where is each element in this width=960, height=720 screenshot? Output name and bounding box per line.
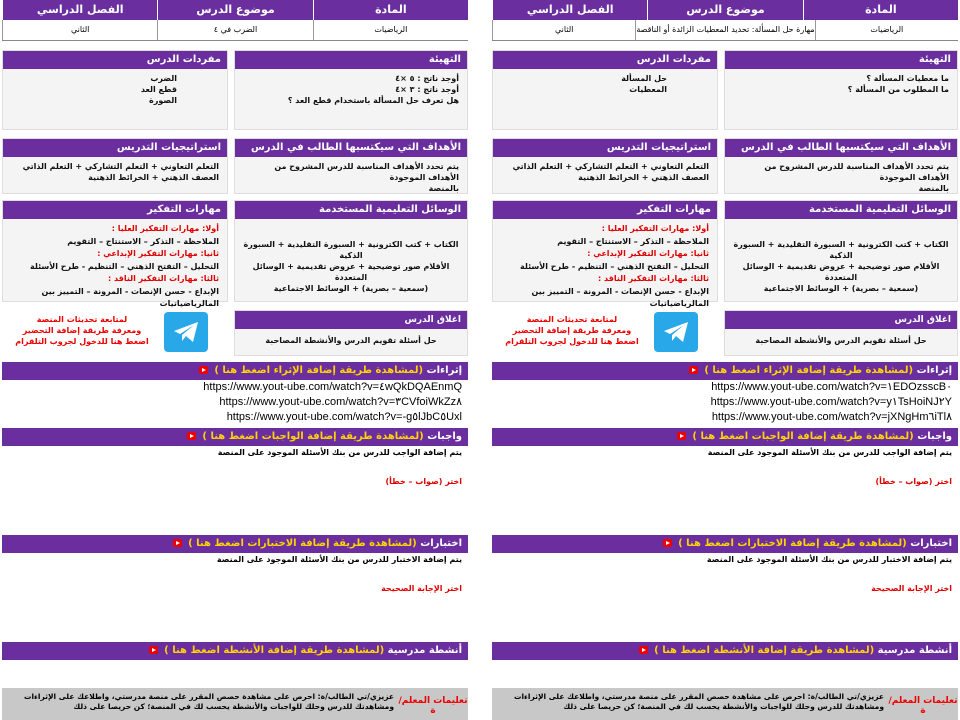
- thinking-box: [2, 200, 228, 308]
- enrich-link[interactable]: https://www.yout-ube.com/watch?v=-g٥lJbC٥Uxl: [226, 411, 462, 423]
- activities-hint-link[interactable]: (لمشاهدة طريقة إضافة الأنشطة اضغط هنا ): [654, 645, 875, 656]
- homework-bar: [492, 428, 958, 446]
- header-row: [492, 0, 958, 20]
- thinking-body: [3, 219, 227, 315]
- vocab-box: [492, 50, 718, 130]
- thinking-heading: ثانيا: مهارات التفكير الإبداعي :: [97, 249, 219, 258]
- youtube-icon[interactable]: [199, 366, 208, 374]
- enrich-link[interactable]: https://www.yout-ube.com/watch?v=٤wQkDQAEnmQ: [203, 381, 462, 393]
- activities-bar: [2, 642, 468, 660]
- youtube-icon[interactable]: [149, 646, 158, 654]
- enrich-title: إثراءات: [426, 365, 462, 376]
- topic-header: موضوع الدرس: [647, 0, 802, 20]
- closing-box: [234, 310, 468, 356]
- homework-hint-link[interactable]: (لمشاهدة طريقة إضافة الواجبات اضغط هنا ): [692, 431, 914, 442]
- goals-line: يتم تحدد الأهداف المناسبة للدرس المشروح من الأهداف الموجودة: [274, 162, 459, 182]
- telegram-text[interactable]: [12, 314, 152, 347]
- goals-box: [234, 138, 468, 194]
- teacher-instructions: [492, 688, 958, 720]
- thinking-title: مهارات التفكير: [3, 201, 227, 219]
- thinking-line: التحليل – التفتح الذهني – التنظيم - طرح الأسئلة: [30, 261, 219, 271]
- vocab-line: الصورة: [149, 96, 177, 105]
- subject-value: الرياضيات: [313, 20, 468, 40]
- telegram-button[interactable]: [654, 312, 698, 352]
- media-line: (سمعية – بصرية) + الوسائط الاجتماعية: [273, 284, 429, 293]
- media-title: الوسائل التعليمية المستخدمة: [725, 201, 957, 219]
- activities-section: [492, 642, 958, 686]
- enrich-section: [492, 362, 958, 424]
- enrich-hint-link[interactable]: (لمشاهدة طريقة إضافة الإثراء اضغط هنا ): [214, 365, 424, 376]
- vocab-title: مفردات الدرس: [493, 51, 717, 69]
- goals-title: الأهداف التي سيكتسبها الطالب في الدرس: [725, 139, 957, 157]
- thinking-heading: أولا: مهارات التفكير العليا :: [601, 224, 709, 233]
- activities-title: أنشطة مدرسية: [877, 645, 952, 656]
- activities-bar: [492, 642, 958, 660]
- header-values: [2, 20, 468, 41]
- goals-body: [235, 157, 467, 198]
- telegram-icon: [662, 320, 690, 344]
- warmup-body: [235, 69, 467, 110]
- homework-title: واجبات: [427, 431, 462, 442]
- closing-title: اغلاق الدرس: [725, 311, 957, 329]
- instructions-label: تعليمات المعلم/ة: [888, 696, 958, 716]
- closing-text: حل أسئلة تقويم الدرس والأنشطة المصاحبة: [755, 336, 927, 345]
- goals-line: يتم تحدد الأهداف المناسبة للدرس المشروح من الأهداف الموجودة: [764, 162, 949, 182]
- telegram-line: لمتابعة تحديثات المنصة: [36, 315, 128, 324]
- homework-text: يتم إضافة الواجب للدرس من بنك الأسئلة الموجود على المنصة: [217, 448, 462, 457]
- warmup-box: [234, 50, 468, 130]
- term-header: الفصل الدراسي: [492, 0, 647, 20]
- youtube-icon[interactable]: [187, 432, 196, 440]
- media-body: [725, 219, 957, 298]
- tests-choice: اختر الإجابة الصحيحة: [381, 584, 462, 593]
- media-box: [724, 200, 958, 302]
- strategies-body: [3, 157, 227, 187]
- youtube-icon[interactable]: [639, 646, 648, 654]
- subject-header: المادة: [313, 0, 468, 20]
- thinking-box: [492, 200, 718, 308]
- warmup-line: أوجد ناتج : ٣ ×٤: [395, 85, 459, 94]
- thinking-heading: ثالثا: مهارات التفكير الناقد :: [598, 274, 709, 283]
- thinking-line: الإبداع - حسن الإنصات - المرونة – التمييز بين المالرياضياتيات: [531, 286, 709, 308]
- strategies-box: [2, 138, 228, 194]
- term-header: الفصل الدراسي: [2, 0, 157, 20]
- lesson-plan-page-right: [492, 0, 958, 720]
- warmup-line: ما المطلوب من المسألة ؟: [847, 85, 949, 94]
- tests-section: [2, 535, 468, 635]
- thinking-heading: ثالثا: مهارات التفكير الناقد :: [108, 274, 219, 283]
- homework-choice: اختر (صواب – خطأ): [875, 477, 952, 486]
- topic-value: مهارة حل المسألة: تحديد المعطيات الزائدة أو الناقصة: [635, 20, 814, 40]
- vocab-line: قطع العد: [140, 85, 177, 94]
- tests-section: [492, 535, 958, 635]
- enrich-link[interactable]: https://www.yout-ube.com/watch?v=١EDOzsscB٠: [711, 381, 952, 393]
- topic-header: موضوع الدرس: [157, 0, 312, 20]
- thinking-line: الإبداع - حسن الإنصات - المرونة – التمييز بين المالرياضياتيات: [41, 286, 219, 308]
- vocab-line: الضرب: [150, 74, 177, 83]
- media-line: الأقلام صور توضيحية + عروض تقديمية + الوسائل المتعددة: [742, 262, 940, 282]
- telegram-line: اضغط هنا للدخول لجروب التلقرام: [15, 337, 149, 346]
- closing-text: حل أسئلة تقويم الدرس والأنشطة المصاحبة: [265, 336, 437, 345]
- warmup-title: التهيئة: [235, 51, 467, 69]
- media-body: [235, 219, 467, 298]
- vocab-line: حل المسألة: [621, 74, 667, 83]
- enrich-link[interactable]: https://www.yout-ube.com/watch?v=٣CVfoiWkZz٨: [219, 396, 462, 408]
- vocab-body: [493, 69, 717, 99]
- closing-title: اغلاق الدرس: [235, 311, 467, 329]
- strategies-title: استراتيجيات التدريس: [493, 139, 717, 157]
- strategies-box: [492, 138, 718, 194]
- goals-line: بالمنصة: [428, 184, 459, 193]
- thinking-line: الملاحظة – التذكر – الاستنتاج – التقويم: [67, 236, 219, 246]
- telegram-icon: [172, 320, 200, 344]
- homework-title: واجبات: [917, 431, 952, 442]
- vocab-title: مفردات الدرس: [3, 51, 227, 69]
- youtube-icon[interactable]: [677, 432, 686, 440]
- strategies-line: العصف الذهني + الخرائط الذهنية: [88, 173, 219, 182]
- thinking-heading: ثانيا: مهارات التفكير الإبداعي :: [587, 249, 709, 258]
- vocab-body: [3, 69, 227, 110]
- homework-bar: [2, 428, 468, 446]
- media-line: الأقلام صور توضيحية + عروض تقديمية + الوسائل المتعددة: [252, 262, 450, 282]
- telegram-line: لمتابعة تحديثات المنصة: [526, 315, 618, 324]
- tests-text: يتم إضافة الاختبار للدرس من بنك الأسئلة الموجود على المنصة: [216, 555, 462, 564]
- strategies-line: العصف الذهني + الخرائط الذهنية: [578, 173, 709, 182]
- homework-section: [2, 428, 468, 528]
- tests-hint-link[interactable]: (لمشاهدة طريقة إضافة الاختبارات اضغط هنا ): [678, 538, 907, 549]
- instructions-text: عزيزي/تي الطالب/ة: احرص على مشاهدة حصص المقرر على منصة مدرستي، واطلاعك على الإثراءات ومشاهدتك للدرس وحلك للواجبات والأنشطة يحسب لك في المنصة؛ كن حريصا على ذلك: [23, 692, 394, 711]
- tests-text: يتم إضافة الاختبار للدرس من بنك الأسئلة الموجود على المنصة: [706, 555, 952, 564]
- telegram-line: اضغط هنا للدخول لجروب التلقرام: [505, 337, 639, 346]
- strategies-body: [493, 157, 717, 187]
- media-line: الكتاب + كتب الكترونية + السبورة التقليدية + السبورة الذكية: [243, 240, 459, 260]
- header-row: [2, 0, 468, 20]
- header-values: [492, 20, 958, 41]
- tests-title: اختبارات: [910, 538, 952, 549]
- enrich-hint-link[interactable]: (لمشاهدة طريقة إضافة الإثراء اضغط هنا ): [704, 365, 914, 376]
- thinking-heading: أولا: مهارات التفكير العليا :: [111, 224, 219, 233]
- telegram-text[interactable]: [502, 314, 642, 347]
- closing-box: [724, 310, 958, 356]
- tests-choice: اختر الإجابة الصحيحة: [871, 584, 952, 593]
- media-title: الوسائل التعليمية المستخدمة: [235, 201, 467, 219]
- warmup-line: ما معطيات المسألة ؟: [866, 74, 949, 83]
- youtube-icon[interactable]: [689, 366, 698, 374]
- homework-section: [492, 428, 958, 528]
- warmup-box: [724, 50, 958, 130]
- media-line: الكتاب + كتب الكترونية + السبورة التقليدية + السبورة الذكية: [733, 240, 949, 260]
- warmup-title: التهيئة: [725, 51, 957, 69]
- warmup-line: أوجد ناتج : ٥ ×٤: [395, 74, 459, 83]
- homework-text: يتم إضافة الواجب للدرس من بنك الأسئلة الموجود على المنصة: [707, 448, 952, 457]
- subject-header: المادة: [803, 0, 958, 20]
- thinking-body: [493, 219, 717, 315]
- term-value: الثاني: [492, 20, 635, 40]
- instructions-label: تعليمات المعلم/ة: [398, 696, 468, 716]
- telegram-button[interactable]: [164, 312, 208, 352]
- strategies-line: التعلم التعاوني + التعلم التشاركي + التعلم الذاتي: [22, 162, 219, 171]
- warmup-body: [725, 69, 957, 99]
- enrich-link[interactable]: https://www.yout-ube.com/watch?v=y١TsHoiNJ٢Y: [710, 396, 952, 408]
- enrich-title: إثراءات: [916, 365, 952, 376]
- tests-hint-link[interactable]: (لمشاهدة طريقة إضافة الاختبارات اضغط هنا ): [188, 538, 417, 549]
- goals-box: [724, 138, 958, 194]
- vocab-box: [2, 50, 228, 130]
- goals-line: بالمنصة: [918, 184, 949, 193]
- activities-hint-link[interactable]: (لمشاهدة طريقة إضافة الأنشطة اضغط هنا ): [164, 645, 385, 656]
- goals-body: [725, 157, 957, 198]
- strategies-line: التعلم التعاوني + التعلم التشاركي + التعلم الذاتي: [512, 162, 709, 171]
- enrich-section: [2, 362, 468, 424]
- thinking-title: مهارات التفكير: [493, 201, 717, 219]
- tests-title: اختبارات: [420, 538, 462, 549]
- enrich-bar: [2, 362, 468, 380]
- telegram-line: ومعرفة طريقة إضافة التحضير: [22, 326, 142, 335]
- homework-hint-link[interactable]: (لمشاهدة طريقة إضافة الواجبات اضغط هنا ): [202, 431, 424, 442]
- youtube-icon[interactable]: [173, 539, 182, 547]
- warmup-line: هل تعرف حل المسألة باستخدام قطع العد ؟: [287, 96, 459, 105]
- telegram-line: ومعرفة طريقة إضافة التحضير: [512, 326, 632, 335]
- strategies-title: استراتيجيات التدريس: [3, 139, 227, 157]
- enrich-link[interactable]: https://www.yout-ube.com/watch?v=jXNgHm٦iTl٨: [711, 411, 952, 423]
- media-line: (سمعية – بصرية) + الوسائط الاجتماعية: [763, 284, 919, 293]
- homework-choice: اختر (صواب – خطأ): [385, 477, 462, 486]
- tests-bar: [2, 535, 468, 553]
- enrich-bar: [492, 362, 958, 380]
- teacher-instructions: [2, 688, 468, 720]
- lesson-plan-page-left: [2, 0, 468, 720]
- vocab-line: المعطيات: [629, 85, 667, 94]
- activities-title: أنشطة مدرسية: [387, 645, 462, 656]
- thinking-line: التحليل – التفتح الذهني – التنظيم - طرح الأسئلة: [520, 261, 709, 271]
- subject-value: الرياضيات: [815, 20, 958, 40]
- thinking-line: الملاحظة – التذكر – الاستنتاج – التقويم: [557, 236, 709, 246]
- youtube-icon[interactable]: [663, 539, 672, 547]
- topic-value: الضرب في ٤: [157, 20, 312, 40]
- tests-bar: [492, 535, 958, 553]
- instructions-text: عزيزي/تي الطالب/ة: احرص على مشاهدة حصص المقرر على منصة مدرستي، واطلاعك على الإثراءات ومشاهدتك للدرس وحلك للواجبات والأنشطة يحسب لك في المنصة؛ كن حريصا على ذلك: [513, 692, 884, 711]
- activities-section: [2, 642, 468, 686]
- goals-title: الأهداف التي سيكتسبها الطالب في الدرس: [235, 139, 467, 157]
- term-value: الثاني: [2, 20, 157, 40]
- media-box: [234, 200, 468, 302]
